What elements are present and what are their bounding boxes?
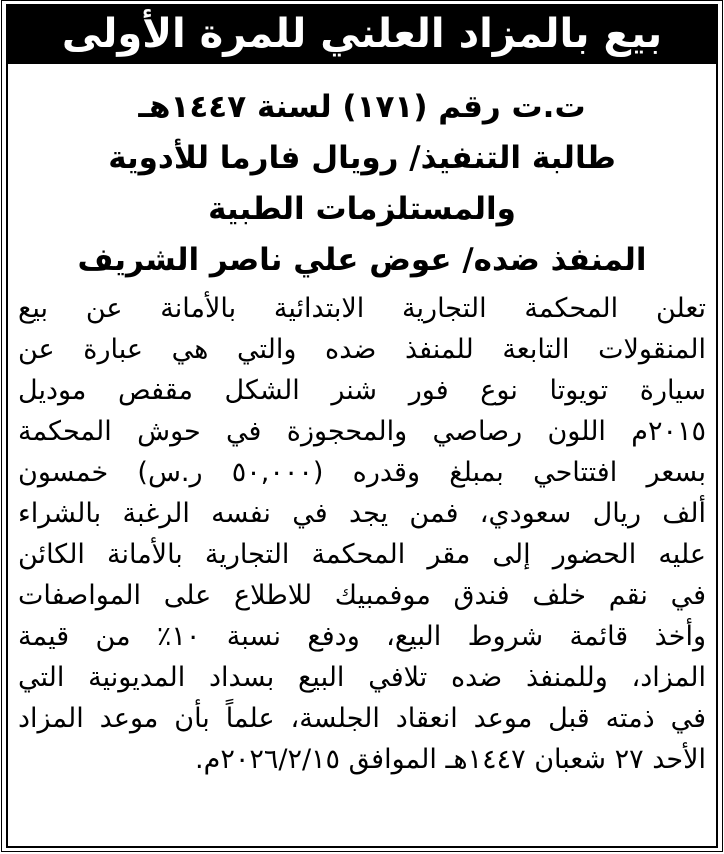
notice-content <box>6 64 718 848</box>
body-line: سيارة تويوتا نوع فور شنر الشكل مقفص موديل <box>18 375 706 406</box>
applicant-line-continued: والمستلزمات الطبية <box>208 191 516 227</box>
notice-title: بيع بالمزاد العلني للمرة الأولى <box>6 4 718 64</box>
body-line: عليه الحضور إلى مقر المحكمة التجارية بالأمانة الكائن <box>18 539 706 570</box>
applicant-line: طالبة التنفيذ/ رويال فارما للأدوية <box>108 140 616 176</box>
auction-notice <box>1 0 723 852</box>
body-line: المنقولات التابعة للمنفذ ضده والتي هي عبارة عن <box>18 334 706 365</box>
body-line: بسعر افتتاحي بمبلغ وقدره (٥٠,٠٠٠ ر.س) خمسون <box>18 457 706 488</box>
body-line: في ذمته قبل موعد انعقاد الجلسة، علماً بأن موعد المزاد <box>18 703 706 734</box>
case-number: ت.ت رقم (١٧١) لسنة ١٤٤٧هـ <box>138 89 586 125</box>
body-line: المزاد، وللمنفذ ضده تلافي البيع بسداد المديونية التي <box>18 662 706 693</box>
body-line-last: الأحد ٢٧ شعبان ١٤٤٧هـ الموافق ٢٠٢٦/٢/١٥م. <box>195 744 706 775</box>
defendant-line: المنفذ ضده/ عوض علي ناصر الشريف <box>77 242 647 278</box>
notice-body <box>18 288 706 780</box>
body-line: في نقم خلف فندق موفمبيك للاطلاع على المواصفات <box>18 580 706 611</box>
body-line: وأخذ قائمة شروط البيع، ودفع نسبة ١٠٪ من قيمة <box>18 621 706 652</box>
body-line: ألف ريال سعودي، فمن يجد في نفسه الرغبة بالشراء <box>18 498 706 529</box>
body-line: ٢٠١٥م اللون رصاصي والمحجوزة في حوش المحكمة <box>18 416 706 447</box>
body-line: تعلن المحكمة التجارية الابتدائية بالأمانة عن بيع <box>18 293 706 324</box>
